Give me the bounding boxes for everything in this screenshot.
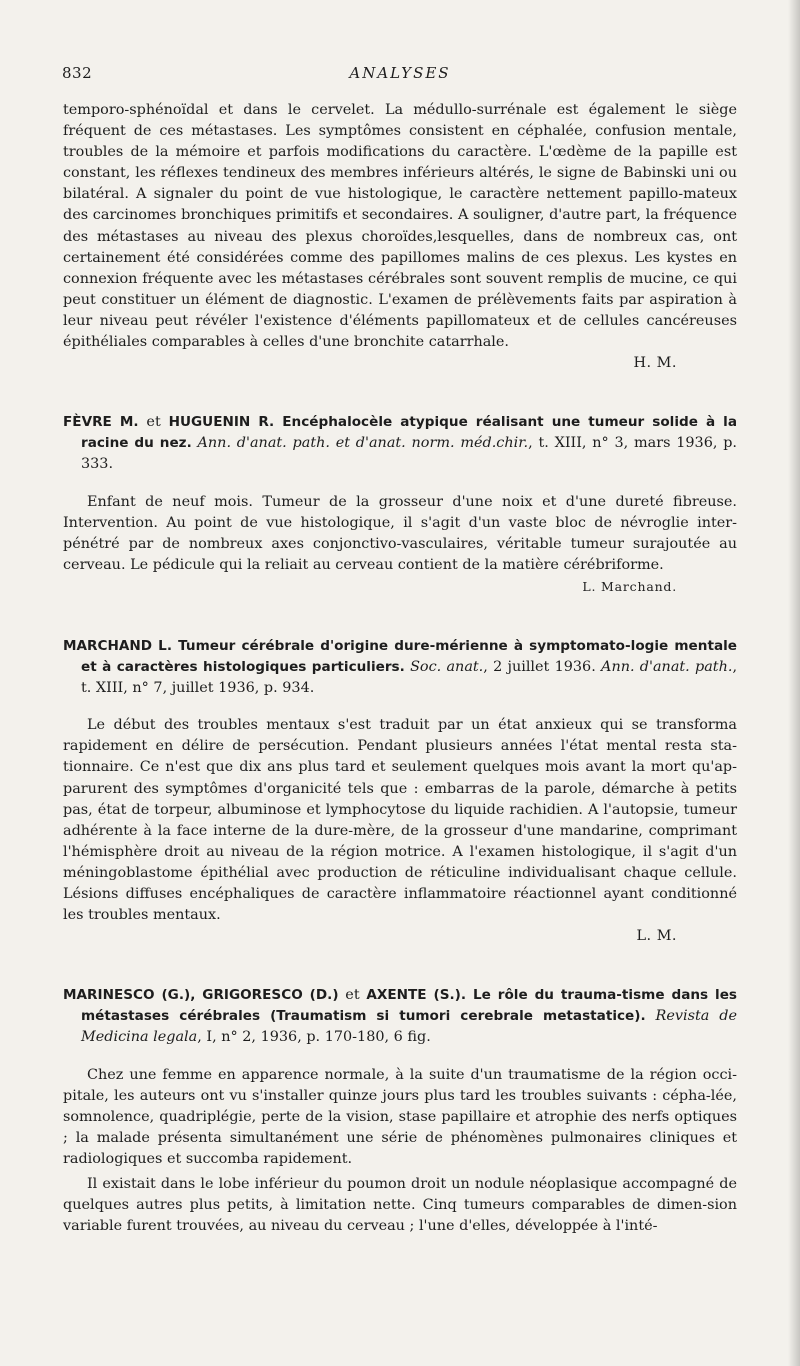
article-1-body: Enfant de neuf mois. Tumeur de la grosseur d'une noix et d'une dureté fibreuse. Intervention. Au point de vue histologique, il s'agit d'un vaste bloc de névroglie inter-pénétré par de nombreux axes conjonctivo-vasculaires, véritable tumeur surajoutée au cerveau. Le pédicule qui la reliait au cerveau contient de la matière cérébriforme. xyxy=(63,493,737,573)
article-1-title: Encéphalocèle atypique réalisant une tumeur solide à la racine du nez. xyxy=(81,414,737,452)
page-header xyxy=(62,64,738,86)
article-3-authors: MARINESCO (G.), GRIGORESCO (D.) xyxy=(63,987,339,1004)
article-3-authors2: AXENTE (S.). xyxy=(366,987,467,1004)
article-3-body-continued: Il existait dans le lobe inférieur du poumon droit un nodule néoplasique accompagné de quelques autres plus petits, à limitation nette. Cinq tumeurs comparables de dimen-sion variable furent trouvées, au niveau du cerveau ; l'une d'elles, développée à l'inté- xyxy=(63,1176,737,1235)
article-2-journal2: Ann. d'anat. path. xyxy=(595,659,733,676)
article-1-reference xyxy=(63,412,737,475)
article-3-reference xyxy=(63,985,737,1048)
page-content xyxy=(63,100,737,1237)
article-1-authors: FÈVRE M. xyxy=(63,414,139,431)
article-2-signature: L. M. xyxy=(636,928,677,945)
article-3-body: Chez une femme en apparence normale, à la suite d'un traumatisme de la région occi-pitale, les auteurs ont vu s'installer quinze jours plus tard les troubles suivants : cépha-lée, somnolence, quadriplégie, perte de la vision, stase papillaire et atrophie des nerfs optiques ; la malade présenta simultanément une série de phénomènes pulmonaires cliniques et radiologiques et succomba rapidement. xyxy=(63,1066,737,1167)
article-3-connector: et xyxy=(338,987,367,1004)
article-2-body: Le début des troubles mentaux s'est traduit par un état anxieux qui se transforma rapidement en délire de persécution. Pendant plusieurs années l'état mental resta sta-tionnaire. Ce n'est que dix ans plus tard et seulement quelques mois avant la mort qu'ap-parurent des symptômes d'organicité tels que : embarras de la parole, démarche à petits pas, état de torpeur, albuminose et lymphocytose du liquide rachidien. A l'autopsie, tumeur adhérente à la face interne de la dure-mère, de la grosseur d'une mandarine, comprimant l'hémisphère droit au niveau de la région motrice. A l'examen histologique, il s'agit d'un méningoblastome épithélial avec production de réticuline individualisant chaque cellule. Lésions diffuses encéphaliques de caractère inflammatoire réactionnel ayant conditionné les troubles mentaux. xyxy=(63,717,737,924)
running-head: ANALYSES xyxy=(349,64,451,82)
article-2-details: , 2 juillet 1936. xyxy=(483,659,596,676)
page-number: 832 xyxy=(62,64,93,82)
article-3-details: , I, n° 2, 1936, p. 170-180, 6 fig. xyxy=(197,1029,431,1046)
article-1-signature: L. Marchand. xyxy=(582,578,677,594)
article-1-connector: et xyxy=(138,414,169,431)
page-edge-shadow xyxy=(788,0,800,1366)
article-2-reference xyxy=(63,636,737,699)
article-2-title: Tumeur cérébrale d'origine dure-mérienne à symptomato-logie mentale et à caractères histologiques particuliers. xyxy=(81,637,737,676)
article-2-journal: Soc. anat. xyxy=(404,659,484,676)
article-3-journal: Revista de Medicina legala xyxy=(81,1008,737,1046)
article-2-authors: MARCHAND L. xyxy=(63,637,172,654)
article-2-details2: , t. XIII, n° 7, juillet 1936, p. 934. xyxy=(81,659,738,697)
article-1-journal: Ann. d'anat. path. et d'anat. norm. méd.chir. xyxy=(191,435,529,452)
article-1-authors2: HUGUENIN R. xyxy=(168,414,275,431)
article-1-details: , t. XIII, n° 3, mars 1936, p. 333. xyxy=(81,435,737,473)
article-3-title: Le rôle du trauma-tisme dans les métastases cérébrales (Traumatism si tumori cerebrale metastatice). xyxy=(81,987,738,1025)
intro-paragraph: temporo-sphénoïdal et dans le cervelet. La médullo-surrénale est également le siège fréquent de ces métastases. Les symptômes consistent en céphalée, confusion mentale, troubles de la mémoire et parfois modifications du caractère. L'œdème de la papille est constant, les réflexes tendineux des membres inférieurs altérés, le signe de Babinski uni ou bilatéral. A signaler du point de vue histologique, le caractère nettement papillo-mateux des carcinomes bronchiques primitifs et secondaires. A souligner, d'autre part, la fréquence des métastases au niveau des plexus choroïdes,lesquelles, dans de nombreux cas, ont certainement été considérées comme des papillomes malins de ces plexus. Les kystes en connexion fréquente avec les métastases cérébrales sont souvent remplis de mucine, ce qui peut constituer un élément de diagnostic. L'examen de prélèvements faits par aspiration à leur niveau peut révéler l'existence d'éléments papillomateux et de cellules cancéreuses épithéliales comparables à celles d'une bronchite catarrhale. xyxy=(63,102,737,351)
intro-signature: H. M. xyxy=(633,355,677,372)
